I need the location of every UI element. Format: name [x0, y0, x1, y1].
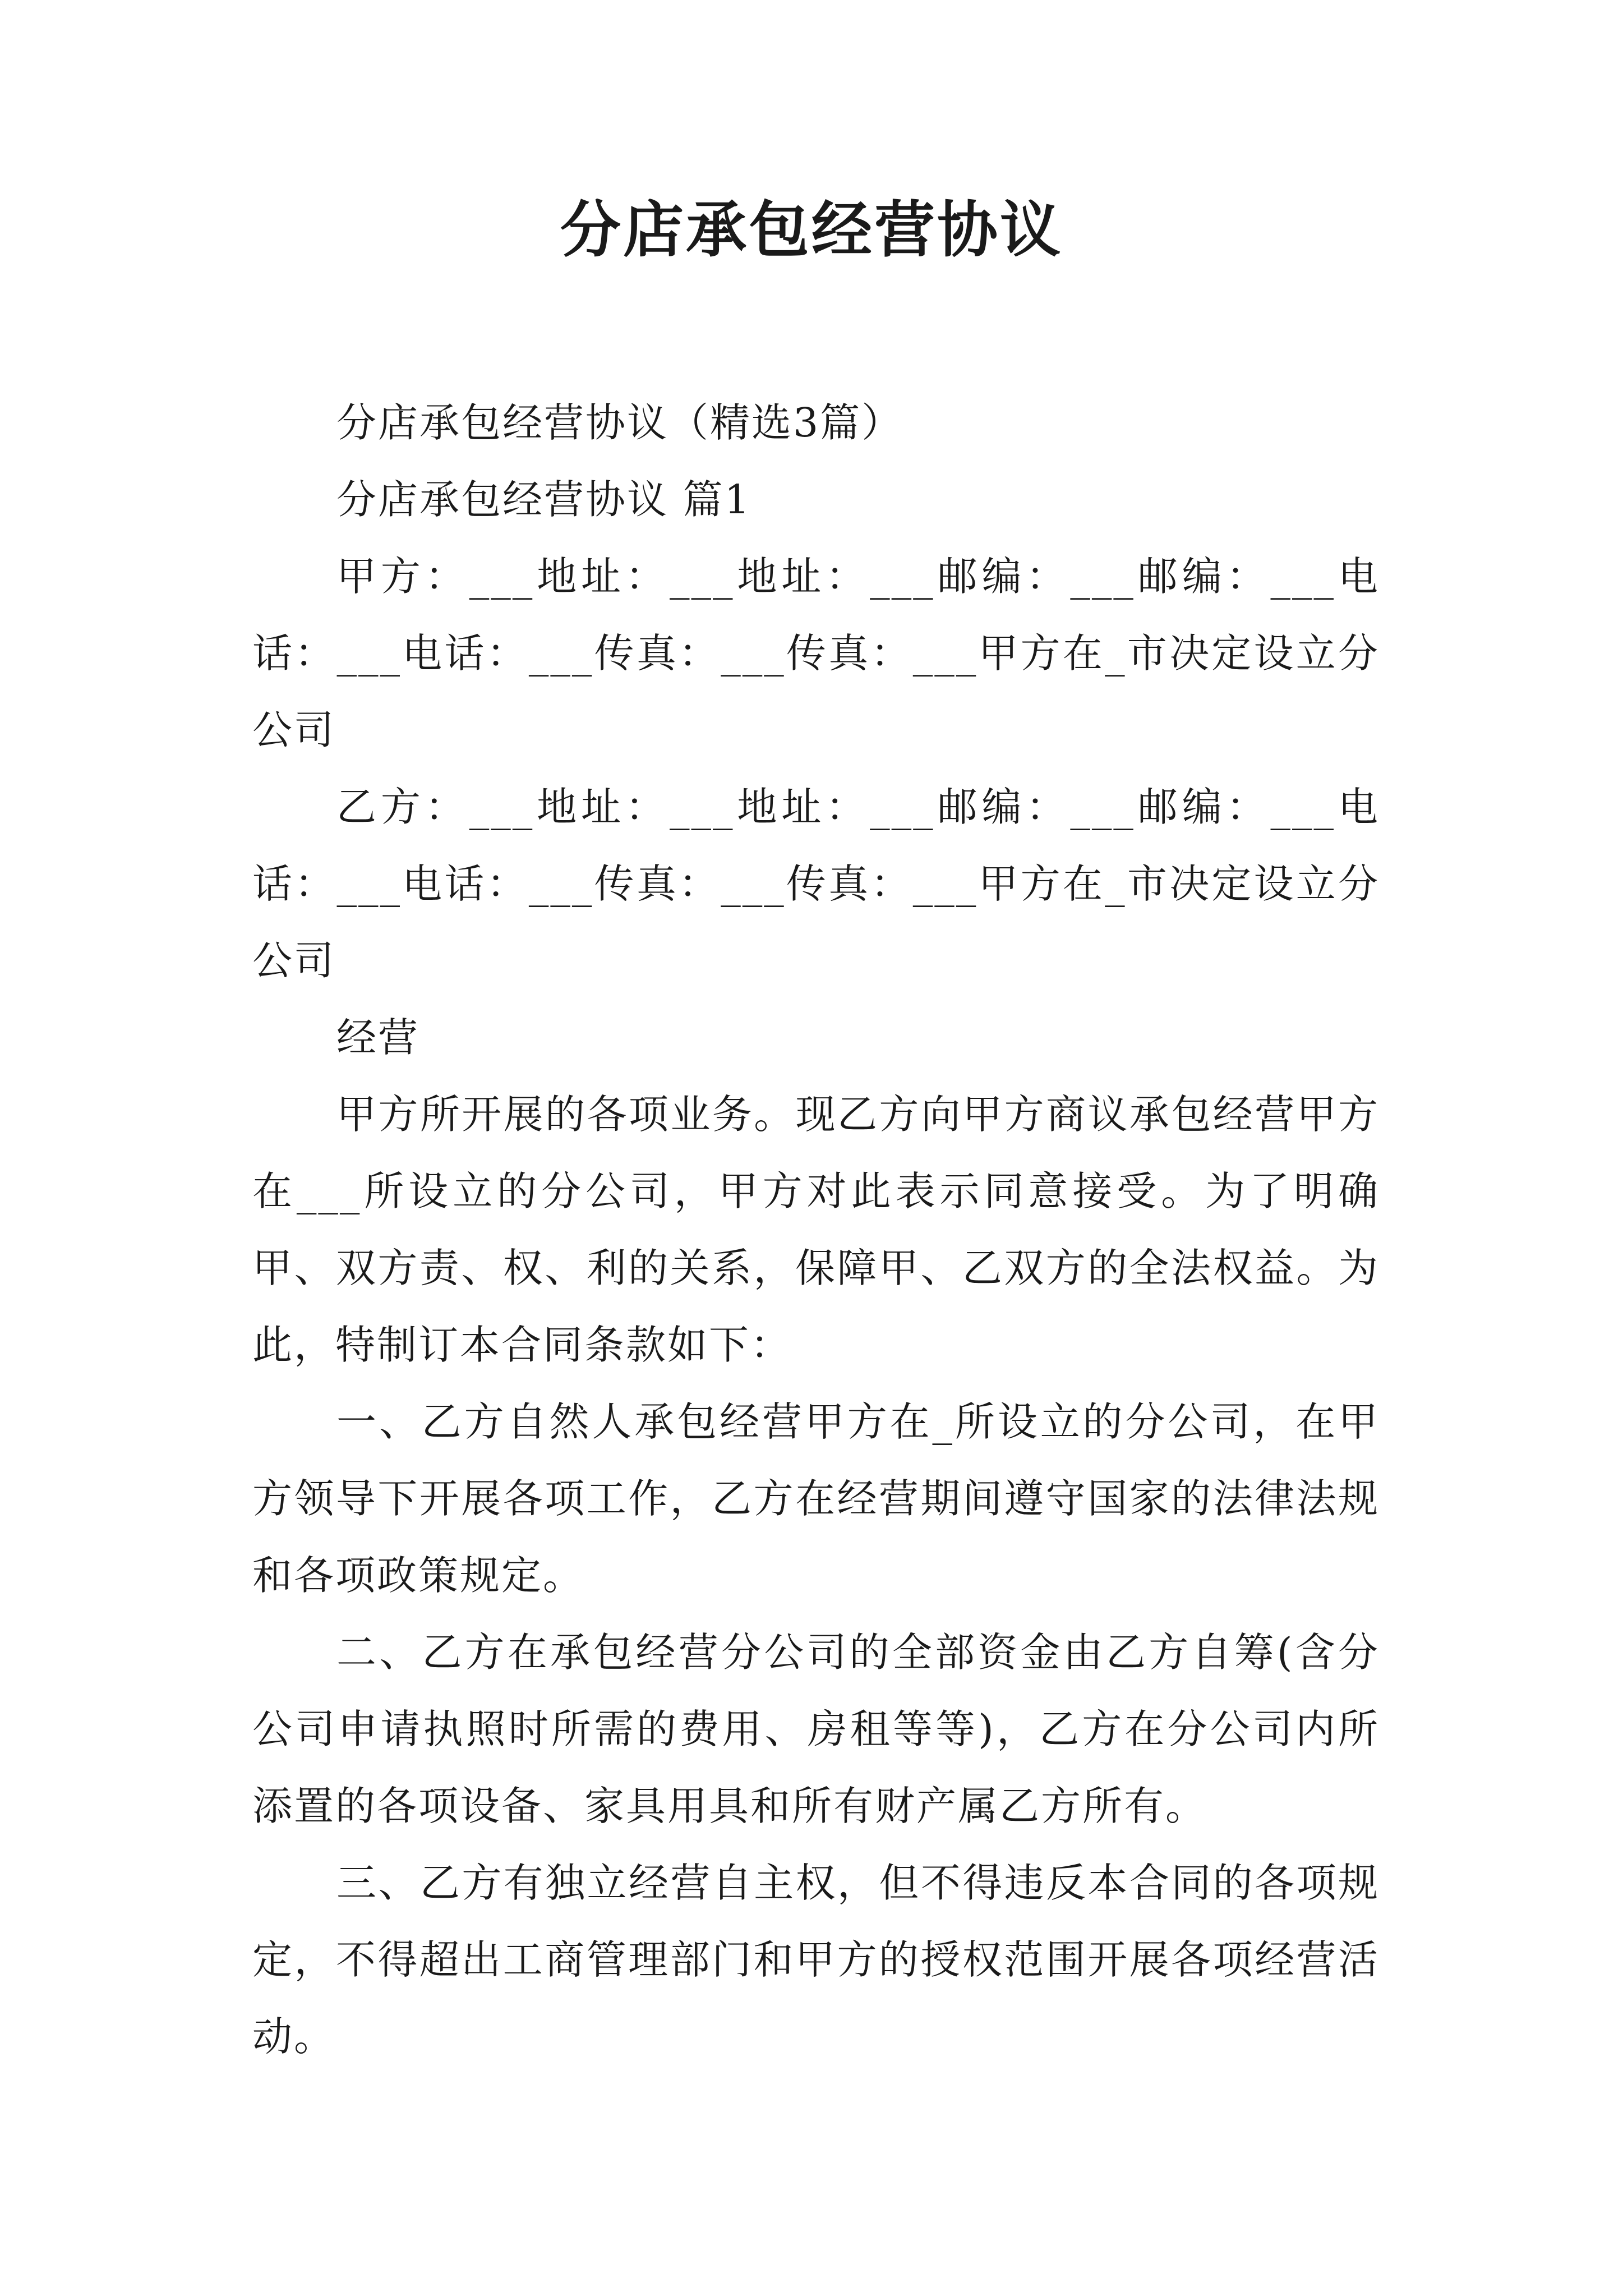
document-body: [252, 384, 1380, 2075]
paragraph-clause-3: 三、乙方有独立经营自主权，但不得违反本合同的各项规定，不得超出工商管理部门和甲方的授权范围开展各项经营活动。: [252, 1860, 1380, 2060]
paragraph-clause-1: 一、乙方自然人承包经营甲方在_所设立的分公司，在甲方领导下开展各项工作，乙方在经营期间遵守国家的法律法规和各项政策规定。: [252, 1398, 1380, 1599]
paragraph-preamble: 甲方所开展的各项业务。现乙方向甲方商议承包经营甲方在___所设立的分公司，甲方对此表示同意接受。为了明确甲、双方责、权、利的关系，保障甲、乙双方的全法权益。为此，特制订本合同条款如下：: [252, 1091, 1380, 1368]
paragraph-subtitle: 分店承包经营协议（精选3篇）: [336, 399, 903, 446]
paragraph-business: 经营: [336, 1014, 420, 1061]
paragraph-party-a: 甲方：___地址：___地址：___邮编：___邮编：___电话：___电话：___传真：___传真：___甲方在_市决定设立分公司: [252, 553, 1380, 753]
document-title: 分店承包经营协议: [560, 195, 1063, 265]
paragraph-party-b: 乙方：___地址：___地址：___邮编：___邮编：___电话：___电话：___传真：___传真：___甲方在_市决定设立分公司: [252, 784, 1380, 984]
paragraph-section-heading: 分店承包经营协议 篇1: [336, 476, 751, 523]
paragraph-clause-2: 二、乙方在承包经营分公司的全部资金由乙方自筹(含分公司申请执照时所需的费用、房租等等)，乙方在分公司内所添置的各项设备、家具用具和所有财产属乙方所有。: [252, 1629, 1380, 1829]
